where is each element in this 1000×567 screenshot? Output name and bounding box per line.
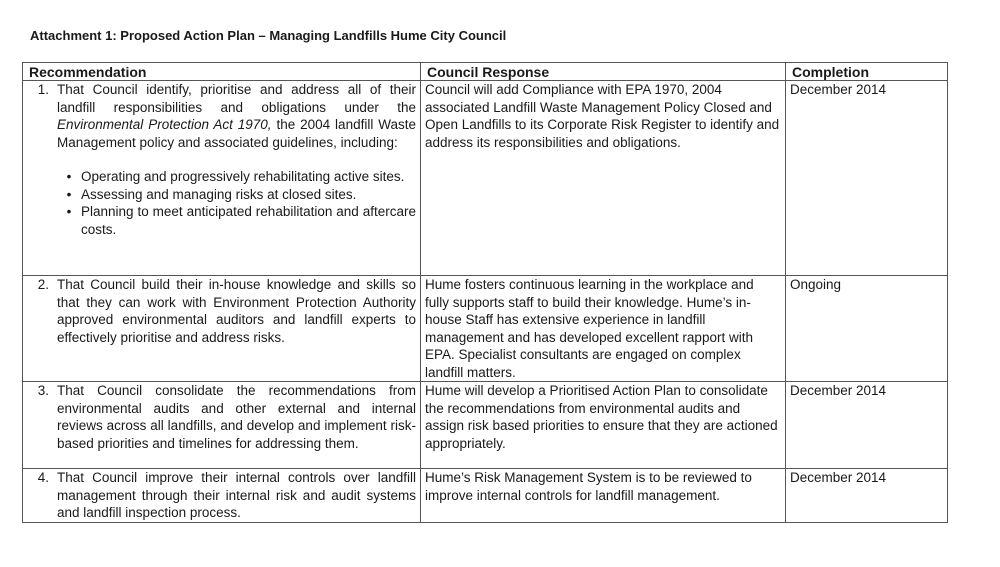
response-cell: Hume will develop a Prioritised Action Plan to consolidate the recommendations from environmental audits and assign risk based priorities to ensure that they are actioned appropriately.	[421, 382, 786, 469]
bullet-icon: •	[66, 169, 72, 184]
recommendation-cell	[23, 276, 421, 382]
row-number: 4.	[37, 470, 49, 485]
list-item	[57, 168, 416, 186]
recommendation-bullets	[57, 168, 416, 238]
bullet-text: Assessing and managing risks at closed sites.	[81, 186, 357, 202]
table-row	[23, 81, 948, 276]
action-plan-table	[22, 62, 948, 523]
recommendation-text: That Council consolidate the recommendations from environmental audits and other external and internal reviews across all landfills, and develop and implement risk-based priorities and timelines for addressing them.	[57, 383, 416, 451]
table-header-row	[23, 63, 948, 81]
header-completion: Completion	[786, 63, 948, 81]
header-recommendation: Recommendation	[23, 63, 421, 81]
table-row	[23, 276, 948, 382]
bullet-icon: •	[66, 204, 72, 219]
header-council-response: Council Response	[421, 63, 786, 81]
completion-cell: December 2014	[786, 469, 948, 523]
completion-cell: December 2014	[786, 382, 948, 469]
table-row	[23, 382, 948, 469]
response-cell: Council will add Compliance with EPA 1970, 2004 associated Landfill Waste Management Policy Closed and Open Landfills to its Corporate Risk Register to identify and address its responsibilities and obligations.	[421, 81, 786, 276]
completion-cell: Ongoing	[786, 276, 948, 382]
completion-cell: December 2014	[786, 81, 948, 276]
response-cell: Hume fosters continuous learning in the workplace and fully supports staff to build their knowledge. Hume’s in-house Staff has extensive experience in landfill management and has developed excellent rapport with EPA. Specialist consultants are engaged on complex landfill matters.	[421, 276, 786, 382]
recommendation-cell	[23, 469, 421, 523]
list-item	[57, 203, 416, 238]
recommendation-cell	[23, 382, 421, 469]
bullet-text: Planning to meet anticipated rehabilitation and aftercare costs.	[81, 204, 416, 237]
row-number: 3.	[37, 383, 49, 398]
table-row	[23, 469, 948, 523]
recommendation-text: That Council identify, prioritise and address all of their landfill responsibilities and obligations under the	[57, 82, 416, 115]
recommendation-text-cont: the 2004 landfill Waste Management policy and associated guidelines, including:	[57, 117, 416, 150]
list-item	[57, 186, 416, 204]
recommendation-text: That Council build their in-house knowledge and skills so that they can work with Environment Protection Authority approved environmental auditors and landfill experts to effectively prioritise and address risks.	[57, 277, 416, 345]
response-cell: Hume’s Risk Management System is to be reviewed to improve internal controls for landfill management.	[421, 469, 786, 523]
row-number: 2.	[37, 277, 49, 292]
recommendation-text: That Council improve their internal controls over landfill management through their internal risk and audit systems and landfill inspection process.	[57, 470, 416, 520]
bullet-text: Operating and progressively rehabilitating active sites.	[81, 169, 405, 184]
document-title: Attachment 1: Proposed Action Plan – Managing Landfills Hume City Council	[30, 28, 507, 43]
recommendation-cell	[23, 81, 421, 276]
bullet-icon: •	[66, 186, 72, 202]
act-name: Environmental Protection Act 1970,	[57, 117, 272, 132]
row-number: 1.	[37, 82, 49, 97]
